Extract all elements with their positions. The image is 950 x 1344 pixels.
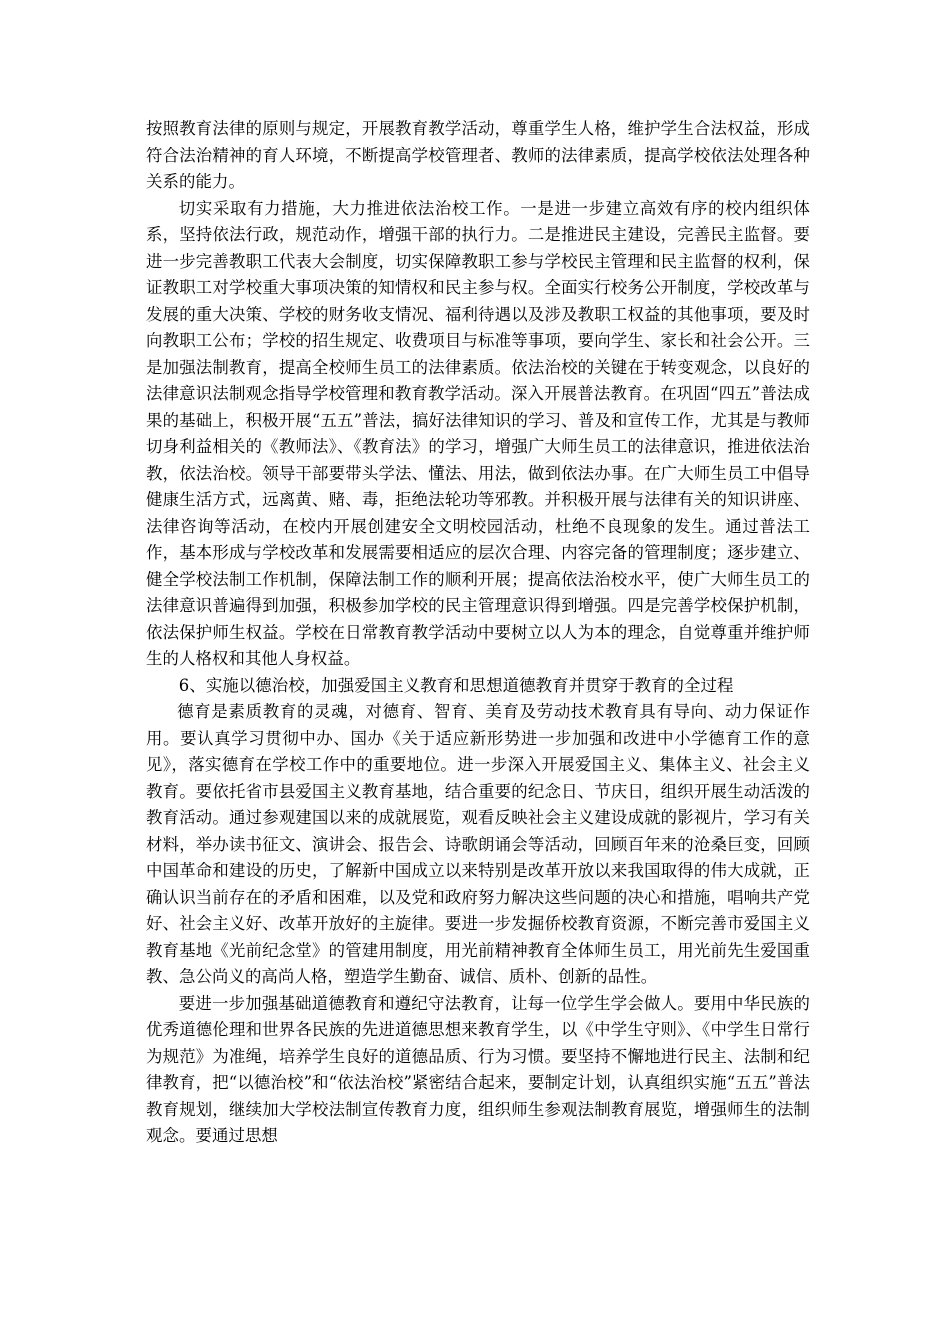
document-page	[146, 116, 810, 1150]
paragraph-basic-moral-education: 要进一步加强基础道德教育和遵纪守法教育，让每一位学生学会做人。要用中华民族的优秀道德伦理和世界各民族的先进道德思想来教育学生，以《中学生守则》、《中学生日常行为规范》为准绳，培养学生良好的道德品质、行为习惯。要坚持不懈地进行民主、法制和纪律教育，把“以德治校”和“依法治校”紧密结合起来，要制定计划，认真组织实施“五五”普法教育规划，继续加大学校法制宣传教育力度，组织师生参观法制教育展览，增强师生的法制观念。要通过思想	[146, 993, 810, 1145]
paragraph-continuation: 按照教育法律的原则与规定，开展教育教学活动，尊重学生人格，维护学生合法权益，形成符合法治精神的育人环境，不断提高学校管理者、教师的法律素质，提高学校依法处理各种关系的能力。	[146, 119, 810, 191]
section-heading-moral-education: 6、实施以德治校，加强爱国主义教育和思想道德教育并贯穿于教育的全过程	[178, 675, 734, 695]
paragraph-moral-education: 德育是素质教育的灵魂，对德育、智育、美育及劳动技术教育具有导向、动力保证作用。要认真学习贯彻中办、国办《关于适应新形势进一步加强和改进中小学德育工作的意见》，落实德育在学校工作中的重要地位。进一步深入开展爱国主义、集体主义、社会主义教育。要依托省市县爱国主义教育基地，结合重要的纪念日、节庆日，组织开展生动活泼的教育活动。通过参观建国以来的成就展览，观看反映社会主义建设成就的影视片，学习有关材料，举办读书征文、演讲会、报告会、诗歌朗诵会等活动，回顾百年来的沧桑巨变，回顾中国革命和建设的历史，了解新中国成立以来特别是改革开放以来我国取得的伟大成就，正确认识当前存在的矛盾和困难，以及党和政府努力解决这些问题的决心和措施，唱响共产党好、社会主义好、改革开放好的主旋律。要进一步发掘侨校教育资源，不断完善市爱国主义教育基地《光前纪念堂》的管建用制度，用光前精神教育全体师生员工，用光前先生爱国重教、急公尚义的高尚人格，塑造学生勤奋、诚信、质朴、创新的品性。	[146, 702, 810, 986]
paragraph-rule-of-law-measures: 切实采取有力措施，大力推进依法治校工作。一是进一步建立高效有序的校内组织体系，坚持依法行政，规范动作，增强干部的执行力。二是推进民主建设，完善民主监督。要进一步完善教职工代表大会制度，切实保障教职工参与学校民主管理和民主监督的权利，保证教职工对学校重大事项决策的知情权和民主参与权。全面实行校务公开制度，学校改革与发展的重大决策、学校的财务收支情况、福利待遇以及涉及教职工权益的其他事项，要及时向教职工公布；学校的招生规定、收费项目与标准等事项，要向学生、家长和社会公开。三是加强法制教育，提高全校师生员工的法律素质。依法治校的关键在于转变观念，以良好的法律意识法制观念指导学校管理和教育教学活动。深入开展普法教育。在巩固“四五”普法成果的基础上，积极开展“五五”普法，搞好法律知识的学习、普及和宣传工作，尤其是与教师切身利益相关的《教师法》、《教育法》的学习，增强广大师生员工的法律意识，推进依法治教，依法治校。领导干部要带头学法、懂法、用法，做到依法办事。在广大师生员工中倡导健康生活方式，远离黄、赌、毒，拒绝法轮功等邪教。并积极开展与法律有关的知识讲座、法律咨询等活动，在校内开展创建安全文明校园活动，杜绝不良现象的发生。通过普法工作，基本形成与学校改革和发展需要相适应的层次合理、内容完备的管理制度；逐步建立、健全学校法制工作机制，保障法制工作的顺利开展；提高依法治校水平，使广大师生员工的法律意识普遍得到加强，积极参加学校的民主管理意识得到增强。四是完善学校保护机制，依法保护师生权益。学校在日常教育教学活动中要树立以人为本的理念，自觉尊重并维护师生的人格权和其他人身权益。	[146, 198, 810, 668]
